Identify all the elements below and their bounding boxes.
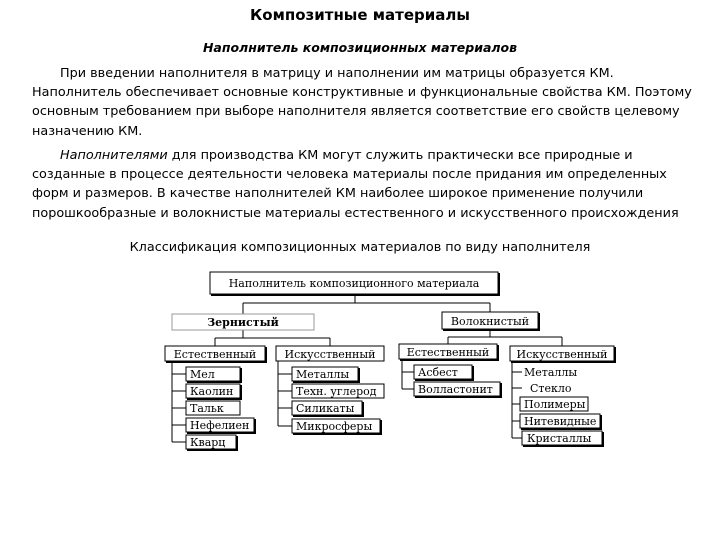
node-fibrous — [442, 312, 539, 330]
leaf-granular-natural-4 — [186, 418, 255, 433]
node-granular-artificial — [276, 346, 384, 361]
diagram-caption: Классификация композиционных материалов по виду наполнителя — [129, 240, 591, 255]
leaf-label: Металлы — [296, 368, 350, 381]
leaf-label: Кварц — [190, 436, 226, 449]
leaf-label: Микросферы — [296, 420, 373, 433]
paragraph-2-term: Наполнителями — [60, 148, 168, 163]
leaf-label: Силикаты — [296, 402, 355, 415]
leaf-label: Тальк — [190, 402, 224, 415]
leaf-granular-natural-5 — [186, 435, 237, 450]
node-granular — [172, 314, 314, 330]
node-granular-natural-label: Естественный — [173, 348, 257, 361]
leaf-fibrous-artificial-3 — [520, 397, 588, 411]
leaf-label: Техн. углерод — [296, 385, 377, 398]
leaf-label: Металлы — [524, 366, 578, 379]
leaf-granular-natural-2 — [186, 384, 241, 399]
leaf-label: Кристаллы — [527, 432, 592, 445]
leaf-fibrous-artificial-4 — [520, 414, 601, 429]
leaf-fibrous-artificial-1 — [524, 366, 577, 379]
paragraph-2-text: для производства КМ могут служить практически все природные и созданные в процессе деятельности человека материалы после придания им определенных форм и размеров. В качестве наполнителей КМ наиболее широкое применение получили порошкообразные и волокнистые материалы естественного и искусственного происхождения — [32, 148, 679, 221]
leaf-fibrous-natural-1 — [414, 365, 473, 380]
leaf-label: Волластонит — [418, 383, 493, 396]
node-fibrous-artificial-label: Искусственный — [516, 348, 608, 361]
leaf-label: Мел — [190, 368, 215, 381]
page-title: Композитные материалы — [250, 6, 470, 24]
leaf-granular-artificial-3 — [292, 401, 363, 416]
section-subtitle: Наполнитель композиционных материалов — [202, 40, 518, 55]
leaf-label: Нефелиен — [190, 419, 250, 432]
node-root — [210, 272, 499, 295]
leaf-fibrous-artificial-2 — [530, 382, 572, 395]
leaf-granular-artificial-1 — [292, 367, 359, 382]
leaf-label: Полимеры — [524, 398, 586, 411]
node-fibrous-artificial — [510, 346, 615, 362]
leaf-label: Каолин — [190, 385, 234, 398]
node-fibrous-natural-label: Естественный — [406, 346, 490, 359]
leaf-fibrous-artificial-5 — [522, 431, 603, 446]
leaf-label: Стекло — [530, 382, 572, 395]
node-granular-artificial-label: Искусственный — [284, 348, 376, 361]
leaf-fibrous-natural-2 — [414, 382, 501, 397]
leaf-granular-artificial-4 — [292, 419, 381, 434]
leaf-label: Нитевидные — [524, 415, 597, 428]
node-fibrous-label: Волокнистый — [450, 315, 530, 328]
node-granular-label: Зернистый — [207, 316, 279, 329]
paragraph-1-text: При введении наполнителя в матрицу и наполнении им матрицы образуется КМ. Наполнитель обеспечивает основные конструктивные и функциональные свойства КМ. Поэтому основным требованием при выборе наполнителя является соответствие его свойств целевому назначению КМ. — [32, 66, 692, 139]
node-fibrous-natural — [399, 344, 498, 360]
leaf-granular-artificial-2 — [292, 384, 384, 398]
node-granular-natural — [165, 346, 266, 362]
leaf-label: Асбест — [418, 366, 458, 379]
leaf-granular-natural-1 — [186, 367, 241, 382]
node-root-label: Наполнитель композиционного материала — [228, 277, 480, 290]
leaf-granular-natural-3 — [186, 401, 240, 415]
